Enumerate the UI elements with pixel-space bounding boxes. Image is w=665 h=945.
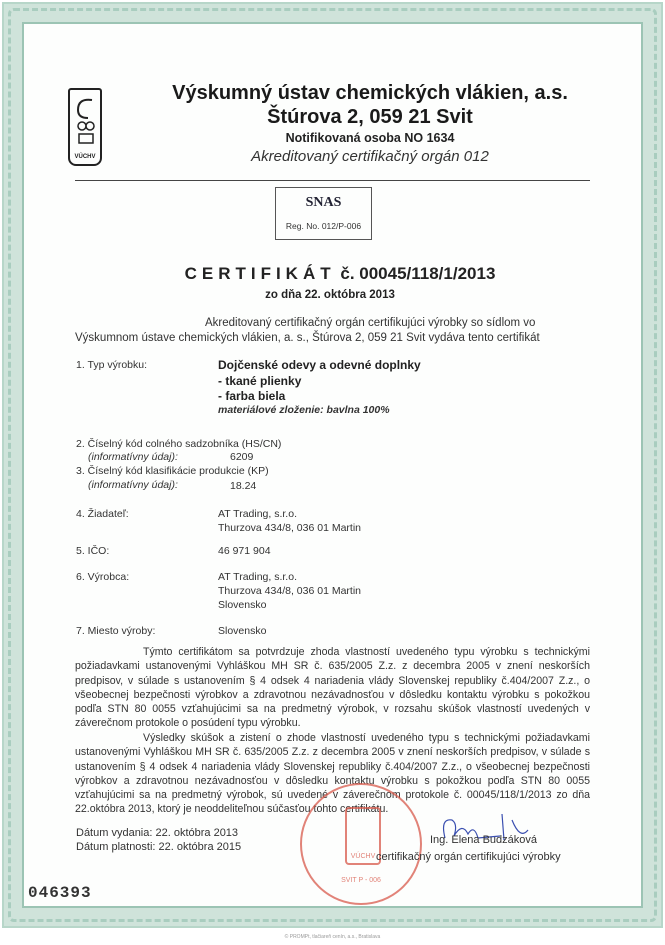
snas-box xyxy=(275,187,372,240)
maker-name: AT Trading, s.r.o. xyxy=(218,571,297,583)
paragraph-conformity: Týmto certifikátom sa potvrdzuje zhoda vlastností uvedeného typu výrobku s technickými požiadavkami ustanovenými Vyhláškou MH SR č. 635/2005 Z.z. z decembra 2005 v znení neskorších predpisov, v súlade s ustanovením § 4 odsek 4 nariadenia vlády Slovenskej republiky č.404/2007 Z.z., o všeobecnej bezpečnosti výrobkov a zdravotnou nezávadnosťou v dôsledku kontaktu výrobku s pokožkou podľa STN 80 0055 vzťahujúcimi sa na predmetný výrobok, v rozsahu skúšok vlastností uvedených v záverečnom protokole o posúdení typu výrobku. xyxy=(75,646,590,730)
certificate-title xyxy=(120,264,560,284)
kp-value: 18.24 xyxy=(230,480,257,492)
type-label: 1. Typ výrobku: xyxy=(76,359,148,371)
hs-value: 6209 xyxy=(230,451,254,463)
vuchv-logo xyxy=(68,88,102,166)
hs-label: 2. Číselný kód colného sadzobníka (HS/CN) xyxy=(76,438,282,450)
serial-number: 046393 xyxy=(28,884,92,902)
signatory-role: certifikačný orgán certifikujúci výrobky xyxy=(376,851,561,863)
place-label: 7. Miesto výroby: xyxy=(76,625,156,637)
certificate-word: CERTIFIKÁT xyxy=(184,264,336,283)
stamp-bottom: SVIT P - 006 xyxy=(341,877,381,884)
signatory-name: Ing. Elena Budzáková xyxy=(430,834,538,846)
accredited-body: Akreditovaný certifikačný orgán 012 xyxy=(251,148,489,165)
type-name: Dojčenské odevy a odevné doplnky xyxy=(218,358,421,372)
type-sub1: - tkané plienky xyxy=(218,374,302,388)
kp-info: (informatívny údaj): xyxy=(88,479,178,491)
snas-logo: SNAS xyxy=(305,195,342,210)
maker-country: Slovensko xyxy=(218,599,267,611)
official-stamp xyxy=(300,783,422,905)
org-address: Štúrova 2, 059 21 Svit xyxy=(267,106,473,128)
printer-footer: © PROMPt, tlačiareň cenín, a.s., Bratislava xyxy=(284,934,381,940)
maker-address: Thurzova 434/8, 036 01 Martin xyxy=(218,585,362,597)
type-material: materiálové zloženie: bavlna 100% xyxy=(218,404,390,416)
type-sub2: - farba biela xyxy=(218,389,286,403)
issue-date: Dátum vydania: 22. októbra 2013 xyxy=(76,827,239,839)
ico-value: 46 971 904 xyxy=(218,545,271,557)
maker-label: 6. Výrobca: xyxy=(76,571,130,583)
applicant-name: AT Trading, s.r.o. xyxy=(218,508,297,520)
logo-text: VÚCHV xyxy=(74,154,96,160)
notified-body: Notifikovaná osoba NO 1634 xyxy=(285,131,455,145)
certificate-number: č. 00045/118/1/2013 xyxy=(340,264,496,283)
org-name: Výskumný ústav chemických vlákien, a.s. xyxy=(172,82,568,104)
place-value: Slovensko xyxy=(218,625,267,637)
applicant-address: Thurzova 434/8, 036 01 Martin xyxy=(218,522,362,534)
kp-label: 3. Číselný kód klasifikácie produkcie (KP) xyxy=(76,465,269,477)
certificate-date: zo dňa 22. októbra 2013 xyxy=(265,289,395,301)
hs-info: (informatívny údaj): xyxy=(88,451,178,463)
applicant-label: 4. Žiadateľ: xyxy=(76,508,129,520)
snas-reg: Reg. No. 012/P-006 xyxy=(285,221,362,231)
paragraph-results: Výsledky skúšok a zistení o zhode vlastností uvedeného typu s technickými požiadavkami ustanovenými Vyhláškou MH SR č. 635/2005 Z.z. z decembra 2005 v znení neskorších predpisov, v súlade s ustanovením § 4 odsek 4 nariadenia vlády Slovenskej republiky č.404/2007 Z.z., o všeobecnej bezpečnosti výrobkov a zdravotnou nezávadnosťou v dôsledku kontaktu výrobku s pokožkou podľa STN 80 0055 vzťahujúcimi sa na predmetný výrobok, sú uvedené v záverečnom protokole č. 00045/118/1/2013 zo dňa 22.októbra 2013, ktorý je neoddeliteľnou súčasťou tohto certifikátu. xyxy=(75,732,590,816)
stamp-center: VÚCHV xyxy=(345,807,381,865)
ico-label: 5. IČO: xyxy=(76,545,110,557)
divider xyxy=(75,180,590,181)
intro-text: Akreditovaný certifikačný orgán certifikujúci výrobky so sídlom vo Výskumnom ústave chemických vlákien, a. s., Štúrova 2, 059 21 Svit vydáva tento certifikát xyxy=(75,317,540,344)
valid-date: Dátum platnosti: 22. októbra 2015 xyxy=(76,841,242,853)
